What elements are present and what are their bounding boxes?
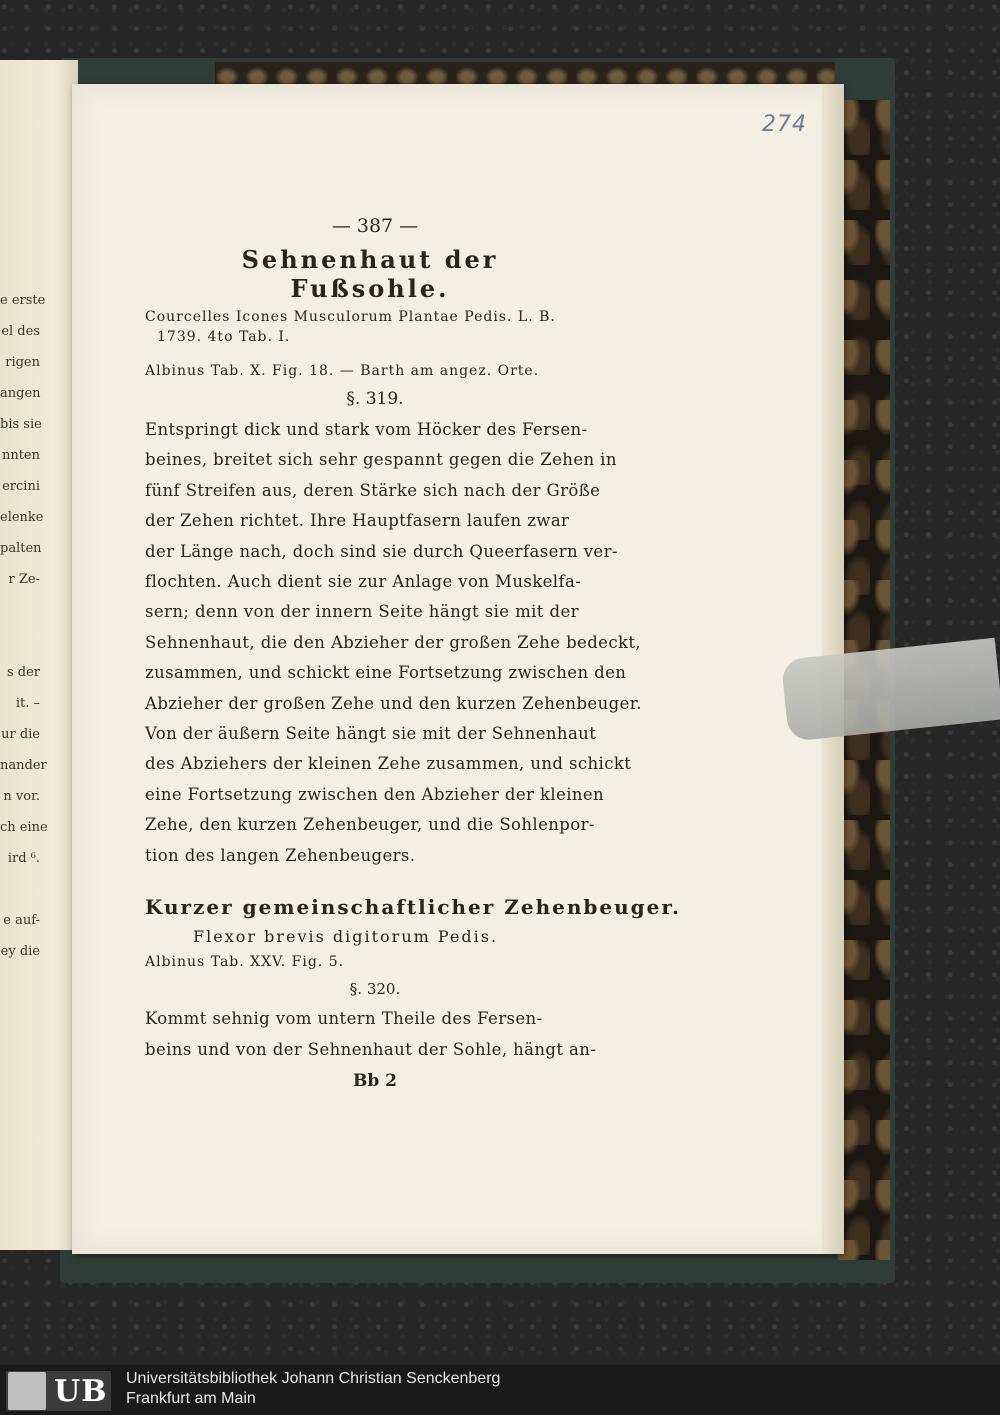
text-line: beins und von der Sehnenhaut der Sohle, hängt an- [145, 1039, 597, 1059]
left-page-fragment [0, 595, 40, 626]
paragraph-body-2 [145, 1004, 597, 1065]
left-page-fragment: rigen [5, 355, 40, 370]
left-page-fragment [0, 874, 40, 905]
left-page-fragment: palten [0, 541, 42, 556]
text-line: tion des langen Zehenbeugers. [145, 845, 416, 865]
text-line: Kommt sehnig vom untern Theile des Fersen- [145, 1009, 543, 1029]
left-page-fragment [0, 626, 40, 657]
left-page-fragment: nnten [1, 448, 40, 463]
text-line: Zehe, den kurzen Zehenbeuger, und die Sohlenpor- [145, 815, 595, 835]
left-page-fragment: e erste [0, 293, 46, 308]
left-page-fragment: ur die [1, 727, 40, 742]
paragraph-body [145, 415, 642, 871]
reference-albinus-2: Albinus Tab. XXV. Fig. 5. [145, 954, 345, 971]
section-subtitle: Kurzer gemeinschaftlicher Zehenbeuger. [145, 895, 682, 920]
paragraph-number: §. 319. [346, 389, 404, 409]
portrait-icon [8, 1372, 46, 1410]
left-page-fragment: ercini [2, 479, 40, 494]
text-line: sern; denn von der innern Seite hängt sie mit der [145, 602, 579, 622]
reference-courcelles [145, 307, 575, 347]
left-page-fragment: elenke [0, 510, 44, 525]
text-line: des Abziehers der kleinen Zehe zusammen, und schickt [145, 754, 632, 774]
handwritten-folio-number: 274 [762, 112, 807, 137]
text-line: Sehnenhaut, die den Abzieher der großen Zehe bedeckt, [145, 632, 642, 652]
library-city: Frankfurt am Main [126, 1390, 256, 1407]
text-line: Abzieher der großen Zehe und den kurzen Zehenbeuger. [145, 693, 642, 713]
text-line: beines, breitet sich sehr gespannt gegen die Zehen in [145, 450, 617, 470]
section-title: Sehnenhaut der Fußsohle. [241, 245, 499, 303]
reference-line: 1739. 4to Tab. I. [157, 329, 291, 345]
left-page-fragment: angen [0, 386, 41, 401]
left-page-fragment: ey die [0, 944, 40, 959]
left-page-fragment: e auf- [3, 913, 40, 928]
library-name: Universitätsbibliothek Johann Christian Senckenberg [126, 1370, 501, 1387]
left-page-fragment: s der [6, 665, 40, 680]
text-line: flochten. Auch dient sie zur Anlage von Muskelfa- [145, 572, 582, 592]
left-page [0, 60, 78, 1250]
page-number: — 387 — [331, 215, 419, 237]
text-line: der Zehen richtet. Ihre Hauptfasern laufen zwar [145, 511, 570, 531]
text-line: fünf Streifen aus, deren Stärke sich nach der Größe [145, 480, 601, 500]
text-line: eine Fortsetzung zwischen den Abzieher der kleinen [145, 784, 605, 804]
left-page-fragments [0, 285, 48, 967]
footer-bar [0, 1365, 1000, 1415]
text-line: der Länge nach, doch sind sie durch Queerfasern ver- [145, 541, 618, 561]
text-line: Entspringt dick und stark vom Höcker des Fersen- [145, 420, 588, 439]
page-content [145, 215, 682, 1091]
left-page-fragment: n vor. [3, 789, 40, 804]
reference-line: Courcelles Icones Musculorum Plantae Pedis. L. B. [145, 309, 556, 325]
left-page-fragment: el des [1, 324, 40, 339]
reference-albinus: Albinus Tab. X. Fig. 18. — Barth am angez. Orte. [145, 363, 540, 379]
left-page-fragment: ird ⁶. [7, 851, 40, 866]
left-page-fragment: nander [0, 758, 47, 773]
library-logo [6, 1371, 111, 1411]
text-line: Von der äußern Seite hängt sie mit der Sehnenhaut [145, 724, 597, 744]
latin-name: Flexor brevis digitorum Pedis. [193, 927, 499, 947]
left-page-fragment: bis sie [0, 417, 42, 432]
left-page-fragment: ch eine [0, 820, 48, 835]
paragraph-number-2: §. 320. [349, 980, 401, 999]
left-page-fragment: r Ze- [8, 572, 40, 587]
text-line: zusammen, und schickt eine Fortsetzung zwischen den [145, 663, 627, 683]
logo-text: UB [54, 1373, 108, 1409]
signature-mark: Bb 2 [352, 1070, 397, 1091]
left-page-fragment: it. – [15, 696, 40, 711]
